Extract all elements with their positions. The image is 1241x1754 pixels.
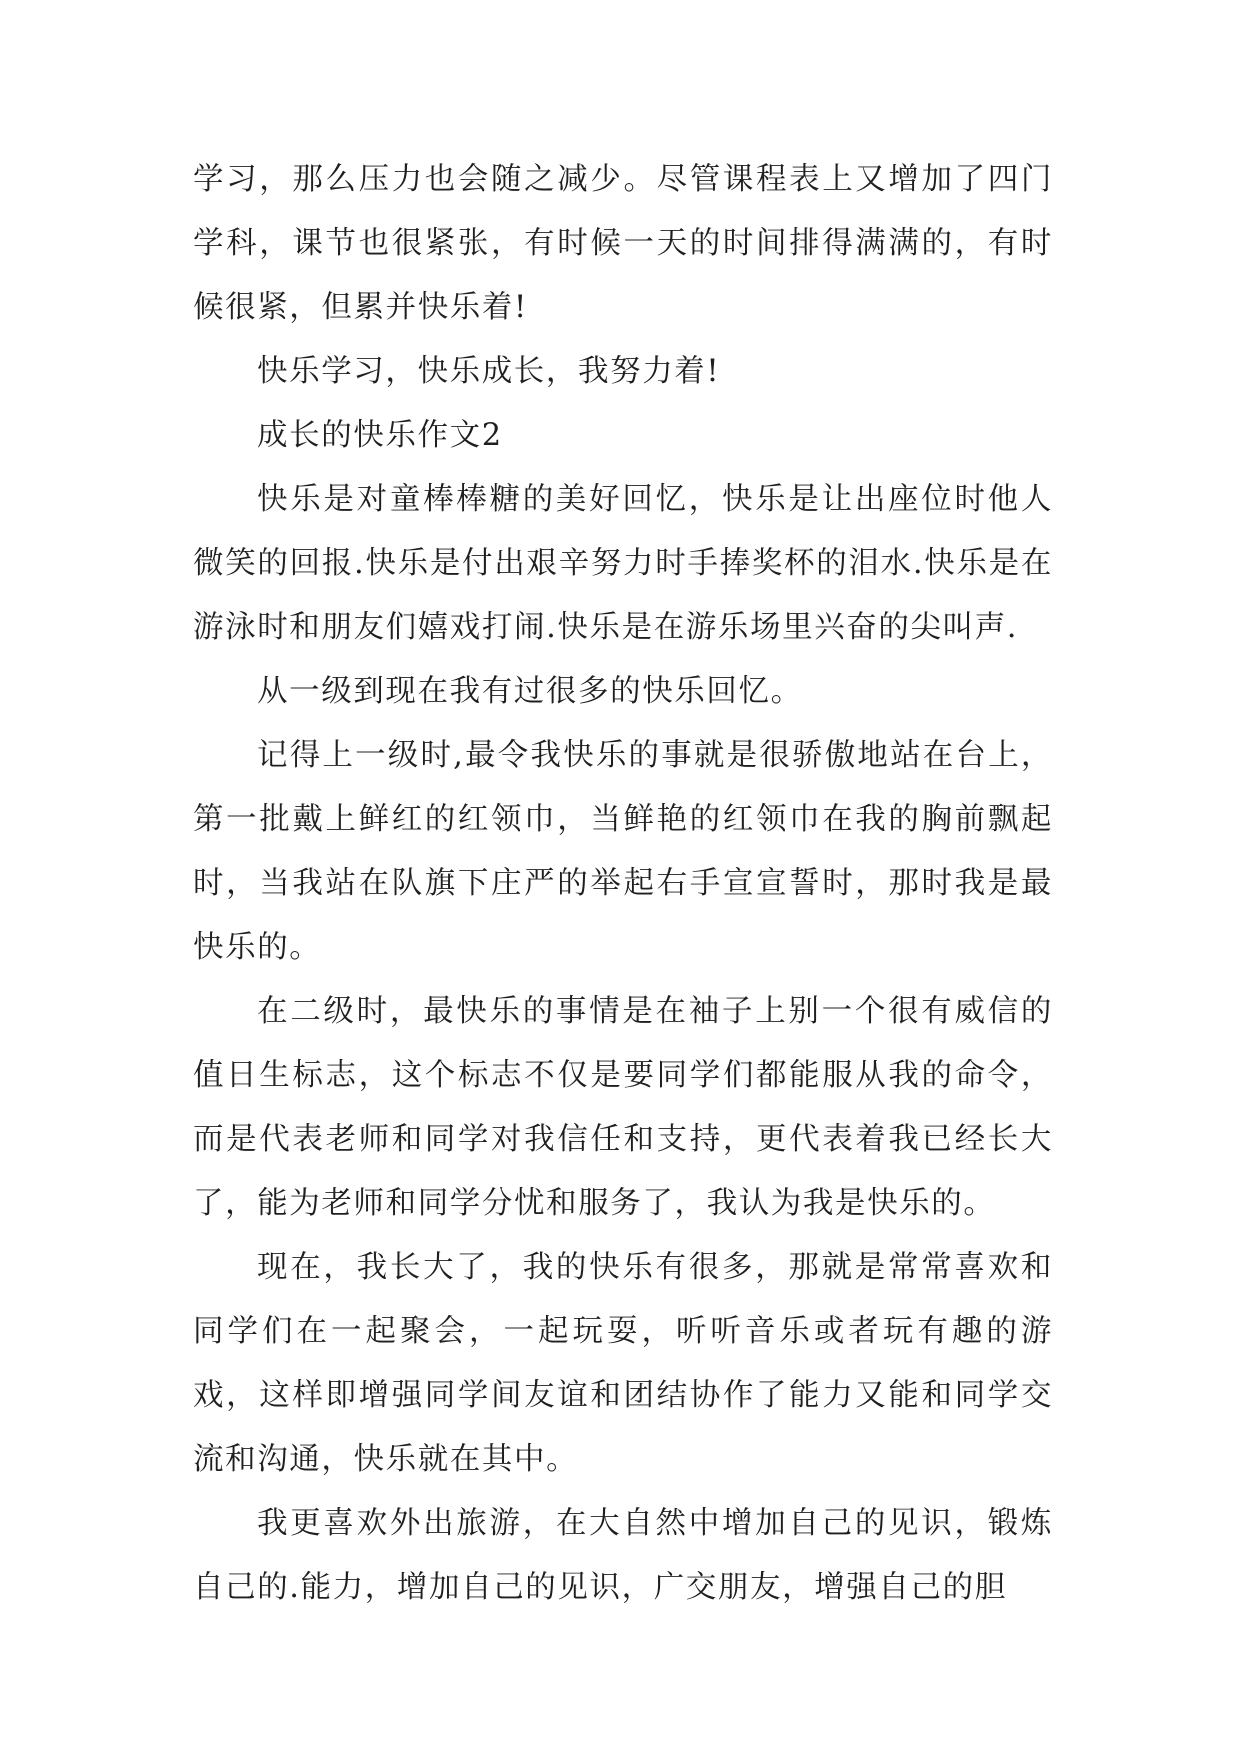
paragraph: 快乐是对童棒棒糖的美好回忆，快乐是让出座位时他人微笑的回报.快乐是付出艰辛努力时手捧奖杯的泪水.快乐是在游泳时和朋友们嬉戏打闹.快乐是在游乐场里兴奋的尖叫声. bbox=[193, 482, 1053, 645]
paragraph: 快乐学习，快乐成长，我努力着! bbox=[257, 354, 721, 389]
paragraph: 我更喜欢外出旅游，在大自然中增加自己的见识，锻炼自己的.能力，增加自己的见识，广交朋友，增强自己的胆 bbox=[193, 1506, 1053, 1605]
paragraph: 在二级时，最快乐的事情是在袖子上别一个很有威信的值日生标志，这个标志不仅是要同学们都能服从我的命令，而是代表老师和同学对我信任和支持，更代表着我已经长大了，能为老师和同学分忧和服务了，我认为我是快乐的。 bbox=[193, 994, 1053, 1221]
paragraph: 从一级到现在我有过很多的快乐回忆。 bbox=[257, 674, 803, 709]
paragraph: 学习，那么压力也会随之减少。尽管课程表上又增加了四门学科，课节也很紧张，有时候一天的时间排得满满的，有时候很紧，但累并快乐着! bbox=[193, 162, 1053, 325]
paragraph: 记得上一级时,最令我快乐的事就是很骄傲地站在台上，第一批戴上鲜红的红领巾，当鲜艳的红领巾在我的胸前飘起时，当我站在队旗下庄严的举起右手宣宣誓时，那时我是最快乐的。 bbox=[193, 738, 1053, 965]
paragraph: 现在，我长大了，我的快乐有很多，那就是常常喜欢和同学们在一起聚会，一起玩耍，听听音乐或者玩有趣的游戏，这样即增强同学间友谊和团结协作了能力又能和同学交流和沟通，快乐就在其中。 bbox=[193, 1250, 1053, 1477]
section-heading: 成长的快乐作文2 bbox=[257, 418, 503, 453]
document-body bbox=[193, 148, 1053, 1620]
